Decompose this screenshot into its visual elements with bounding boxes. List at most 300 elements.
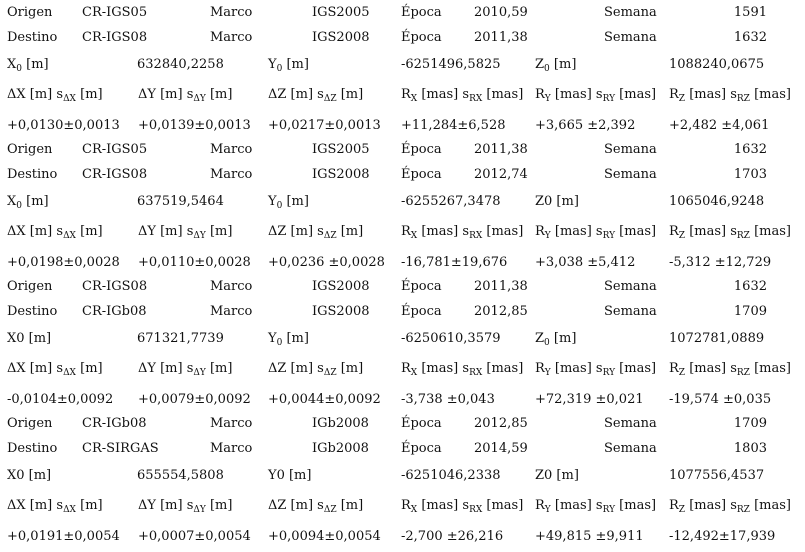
semana-label [604, 305, 657, 318]
marco-value [312, 168, 370, 181]
semana-label: Semana [604, 30, 657, 45]
dz-header [268, 361, 364, 378]
marco-value: IGS2008 [312, 304, 370, 319]
rx-value: -16,781±19,676 [401, 255, 508, 270]
z0-value: 1065046,9248 [669, 194, 765, 209]
z0-label-main: Z [535, 57, 545, 72]
rz-header-sub: Z [678, 505, 686, 515]
dz-value: +0,0236 ±0,0028 [268, 255, 385, 270]
semana-label: Semana [604, 304, 657, 319]
dx-header-unit: [m] [75, 498, 103, 513]
ry-header [535, 361, 657, 378]
epoca-value: 2011,38 [474, 279, 528, 294]
semana-label: Semana [604, 142, 657, 157]
x0-label-main: X0 [m] [7, 468, 52, 483]
epoca-value [474, 6, 528, 19]
epoca-label: Época [401, 416, 442, 431]
rz-header [669, 87, 791, 104]
origen-row [0, 417, 805, 439]
semana-label [604, 6, 657, 19]
coordinates-row [0, 195, 805, 217]
semana-value [690, 417, 767, 430]
rz-value [669, 393, 771, 406]
rx-header-unit: [mas] [482, 361, 524, 376]
y0-label [268, 57, 309, 74]
ry-header-sub: Y [544, 231, 551, 241]
origen-row [0, 143, 805, 165]
x0-label [7, 194, 49, 211]
semana-value [690, 6, 767, 19]
parameter-values-row [0, 256, 805, 278]
epoca-label [401, 280, 442, 293]
z0-label-main: Z0 [m] [535, 468, 579, 483]
marco-label: Marco [210, 142, 253, 157]
ry-header [535, 87, 657, 104]
dz-header-unit: [m] [336, 498, 364, 513]
dy-header-unit: [m] [205, 87, 233, 102]
x0-label [7, 57, 49, 74]
x0-value [137, 58, 224, 71]
ry-value [535, 393, 644, 406]
rz-header-sub2: RZ [736, 94, 750, 104]
parameter-values-row [0, 393, 805, 415]
rz-header-unit: [mas] [749, 224, 791, 239]
rz-header-sub2: RZ [736, 505, 750, 515]
destino-label: Destino [7, 30, 58, 45]
dz-header-main: ΔZ [m] s [268, 498, 324, 513]
rx-header-mid: [mas] s [417, 498, 470, 513]
marco-label [210, 280, 252, 293]
origen-label [7, 6, 52, 19]
epoca-value: 2012,74 [474, 167, 528, 182]
parameter-header-row [0, 225, 805, 247]
z0-label-main: Z0 [m] [535, 194, 579, 209]
dx-header-sub: ΔX [63, 368, 76, 378]
y0-value: -6250610,3579 [401, 331, 501, 346]
semana-value: 1709 [733, 304, 767, 319]
semana-value: 1632 [733, 279, 767, 294]
parameter-values-row [0, 530, 805, 552]
rx-header-sub: X [410, 231, 418, 241]
ry-header-mid: [mas] s [550, 87, 603, 102]
epoca-value: 2011,38 [474, 142, 528, 157]
rx-header-sub: X [410, 94, 418, 104]
dz-header [268, 87, 364, 104]
marco-value: IGS2005 [312, 5, 370, 20]
ry-header-sub2: RY [602, 368, 616, 378]
epoca-label: Época [401, 441, 442, 456]
marco-value [312, 305, 370, 318]
destino-label [7, 442, 57, 455]
x0-value: 671321,7739 [137, 331, 224, 346]
y0-value [401, 195, 501, 208]
dx-header [7, 498, 103, 515]
x0-value: 655554,5808 [137, 468, 224, 483]
marco-label: Marco [210, 441, 253, 456]
dx-value [7, 256, 120, 269]
dx-header-unit: [m] [75, 87, 103, 102]
ry-header-sub2: RY [602, 231, 616, 241]
rx-value [401, 119, 506, 132]
dy-value [138, 393, 251, 406]
x0-label [7, 332, 51, 345]
rx-header-mid: [mas] s [417, 224, 470, 239]
destino-row [0, 305, 805, 327]
dz-value: +0,0217±0,0013 [268, 118, 381, 133]
z0-value [669, 195, 764, 208]
rx-header-sub2: RX [469, 368, 483, 378]
rx-header [401, 498, 524, 515]
dz-header [268, 498, 364, 515]
dy-header-sub: ΔY [193, 368, 206, 378]
dy-value: +0,0007±0,0054 [138, 529, 251, 544]
dy-header-sub: ΔY [193, 231, 206, 241]
marco-value [312, 6, 370, 19]
rx-header-mid: [mas] s [417, 361, 470, 376]
dx-header-unit: [m] [75, 361, 103, 376]
y0-value [401, 58, 501, 71]
destino-label [7, 31, 57, 44]
rx-header-sub2: RX [469, 505, 483, 515]
epoca-label: Época [401, 304, 442, 319]
ry-header [535, 498, 657, 515]
destino-label: Destino [7, 441, 58, 456]
rx-value [401, 393, 495, 406]
rx-header-main: R [401, 361, 411, 376]
dx-value: +0,0191±0,0054 [7, 529, 120, 544]
ry-value [535, 530, 644, 543]
y0-value [401, 469, 501, 482]
dz-header [268, 224, 364, 241]
rz-header-main: R [669, 87, 679, 102]
frame-name [82, 168, 147, 181]
rz-header-sub2: RZ [736, 231, 750, 241]
epoca-label [401, 31, 442, 44]
dy-header [138, 361, 233, 378]
x0-value [137, 332, 224, 345]
frame-name [82, 442, 159, 455]
frame-name: CR-IGS08 [82, 279, 148, 294]
ry-header-unit: [mas] [615, 498, 657, 513]
rz-header-unit: [mas] [749, 498, 791, 513]
marco-value: IGS2008 [312, 167, 370, 182]
dy-header-unit: [m] [205, 224, 233, 239]
epoca-value [474, 442, 528, 455]
z0-label [535, 331, 577, 348]
dz-header-main: ΔZ [m] s [268, 87, 324, 102]
marco-label: Marco [210, 279, 253, 294]
epoca-label [401, 305, 442, 318]
rz-header [669, 224, 791, 241]
rz-header-main: R [669, 361, 679, 376]
x0-label [7, 469, 51, 482]
semana-label [604, 417, 657, 430]
rx-value: -3,738 ±0,043 [401, 392, 495, 407]
frame-name [82, 417, 147, 430]
rz-header-mid: [mas] s [685, 361, 737, 376]
semana-value [690, 442, 767, 455]
x0-label-unit: [m] [22, 57, 49, 72]
ry-header-sub2: RY [602, 505, 616, 515]
ry-value: +49,815 ±9,911 [535, 529, 644, 544]
epoca-value: 2014,59 [474, 441, 528, 456]
dz-value [268, 119, 381, 132]
dy-value [138, 256, 251, 269]
dy-value: +0,0139±0,0013 [138, 118, 251, 133]
z0-label-unit: [m] [549, 331, 577, 346]
semana-label: Semana [604, 167, 657, 182]
dz-header-main: ΔZ [m] s [268, 361, 324, 376]
rx-header-sub2: RX [469, 94, 483, 104]
dz-header-sub: ΔZ [323, 368, 337, 378]
dy-header-main: ΔY [m] s [138, 498, 194, 513]
epoca-value [474, 305, 528, 318]
destino-row [0, 442, 805, 464]
y0-label-unit: [m] [282, 194, 309, 209]
dz-header-main: ΔZ [m] s [268, 224, 324, 239]
ry-value: +3,665 ±2,392 [535, 118, 636, 133]
semana-value: 1709 [733, 416, 767, 431]
ry-header-sub: Y [544, 94, 551, 104]
coordinates-row [0, 469, 805, 491]
dx-header [7, 87, 103, 104]
ry-header-unit: [mas] [615, 87, 657, 102]
destino-label [7, 305, 57, 318]
dy-header [138, 498, 233, 515]
dx-header [7, 224, 103, 241]
dx-header-main: ΔX [m] s [7, 361, 64, 376]
marco-value [312, 417, 369, 430]
dx-value: -0,0104±0,0092 [7, 392, 114, 407]
rx-header-sub: X [410, 505, 418, 515]
y0-label-unit: [m] [282, 331, 309, 346]
rx-header-mid: [mas] s [417, 87, 470, 102]
marco-value: IGS2008 [312, 30, 370, 45]
frame-name: CR-IGb08 [82, 304, 147, 319]
epoca-label [401, 417, 442, 430]
destino-row [0, 31, 805, 53]
marco-value: IGS2008 [312, 279, 370, 294]
z0-value [669, 469, 764, 482]
marco-label [210, 305, 252, 318]
dz-header-unit: [m] [336, 87, 364, 102]
marco-value [312, 31, 370, 44]
semana-value: 1591 [733, 5, 767, 20]
ry-header-mid: [mas] s [550, 224, 603, 239]
rz-header-mid: [mas] s [685, 87, 737, 102]
epoca-label [401, 143, 442, 156]
dy-header-sub: ΔY [193, 505, 206, 515]
dx-header-sub: ΔX [63, 505, 76, 515]
dy-header-sub: ΔY [193, 94, 206, 104]
x0-label-sub: 0 [16, 201, 22, 211]
epoca-value: 2010,59 [474, 5, 528, 20]
marco-label: Marco [210, 416, 253, 431]
origen-label [7, 280, 52, 293]
marco-label [210, 31, 252, 44]
semana-value: 1632 [733, 30, 767, 45]
dx-header-main: ΔX [m] s [7, 224, 64, 239]
z0-label [535, 195, 579, 208]
frame-name: CR-IGb08 [82, 416, 147, 431]
dy-header-main: ΔY [m] s [138, 361, 194, 376]
semana-label: Semana [604, 416, 657, 431]
semana-value [690, 31, 767, 44]
rx-value [401, 530, 503, 543]
dy-header-unit: [m] [205, 498, 233, 513]
frame-name [82, 305, 147, 318]
destino-row [0, 168, 805, 190]
destino-label [7, 168, 57, 181]
rz-header [669, 361, 791, 378]
marco-value: IGb2008 [312, 441, 369, 456]
x0-label-main: X [7, 57, 17, 72]
rz-value: -5,312 ±12,729 [669, 255, 772, 270]
rx-header [401, 87, 524, 104]
dx-header [7, 361, 103, 378]
dz-value: +0,0044±0,0092 [268, 392, 381, 407]
semana-value [690, 168, 767, 181]
x0-label-main: X0 [m] [7, 331, 52, 346]
rz-header-sub: Z [678, 94, 686, 104]
z0-value: 1072781,0889 [669, 331, 765, 346]
z0-value: 1088240,0675 [669, 57, 765, 72]
x0-value [137, 469, 224, 482]
frame-name: CR-IGS05 [82, 142, 148, 157]
marco-label [210, 143, 252, 156]
parameter-values-row [0, 119, 805, 141]
rz-value: +2,482 ±4,061 [669, 118, 770, 133]
rx-header-main: R [401, 224, 411, 239]
y0-value [401, 332, 501, 345]
rx-header-sub: X [410, 368, 418, 378]
parameter-header-row [0, 88, 805, 110]
frame-name [82, 143, 147, 156]
rx-value: -2,700 ±26,216 [401, 529, 504, 544]
x0-label-sub: 0 [16, 64, 22, 74]
marco-label [210, 6, 252, 19]
semana-value [690, 143, 767, 156]
dx-header-main: ΔX [m] s [7, 498, 64, 513]
origen-label: Origen [7, 142, 53, 157]
x0-value [137, 195, 224, 208]
rz-header [669, 498, 791, 515]
epoca-value: 2011,38 [474, 30, 528, 45]
rx-header-main: R [401, 87, 411, 102]
parameter-header-row [0, 499, 805, 521]
epoca-label: Época [401, 30, 442, 45]
ry-header-main: R [535, 498, 545, 513]
y0-label-main: Y0 [m] [268, 468, 312, 483]
rz-value [669, 530, 775, 543]
dz-value [268, 530, 381, 543]
semana-value: 1632 [733, 142, 767, 157]
marco-value [312, 280, 370, 293]
y0-label-main: Y [268, 57, 277, 72]
dy-value: +0,0079±0,0092 [138, 392, 251, 407]
marco-label: Marco [210, 167, 253, 182]
dy-header-main: ΔY [m] s [138, 224, 194, 239]
dx-value [7, 530, 120, 543]
dz-header-sub: ΔZ [323, 94, 337, 104]
dy-header [138, 224, 233, 241]
epoca-value [474, 143, 528, 156]
frame-name: CR-SIRGAS [82, 441, 159, 456]
z0-label [535, 57, 577, 74]
marco-label [210, 168, 252, 181]
ry-header-unit: [mas] [615, 224, 657, 239]
rz-header-sub2: RZ [736, 368, 750, 378]
dz-header-unit: [m] [336, 361, 364, 376]
semana-value: 1803 [733, 441, 767, 456]
x0-value: 632840,2258 [137, 57, 224, 72]
ry-header-sub: Y [544, 368, 551, 378]
y0-value: -6255267,3478 [401, 194, 501, 209]
y0-label [268, 331, 309, 348]
semana-label [604, 31, 657, 44]
origen-label [7, 417, 52, 430]
rz-header-mid: [mas] s [685, 498, 737, 513]
origen-label: Origen [7, 416, 53, 431]
y0-label-sub: 0 [276, 64, 283, 74]
x0-value: 637519,5464 [137, 194, 224, 209]
ry-value [535, 256, 635, 269]
origen-label: Origen [7, 5, 53, 20]
epoca-value [474, 280, 528, 293]
dx-header-sub: ΔX [63, 231, 76, 241]
coordinates-row [0, 332, 805, 354]
rz-value: -12,492±17,939 [669, 529, 776, 544]
epoca-label [401, 6, 442, 19]
ry-header-sub2: RY [602, 94, 616, 104]
ry-value: +72,319 ±0,021 [535, 392, 644, 407]
y0-value: -6251496,5825 [401, 57, 501, 72]
marco-label [210, 442, 252, 455]
rx-value [401, 256, 507, 269]
semana-value: 1703 [733, 167, 767, 182]
ry-header-mid: [mas] s [550, 361, 603, 376]
y0-label-sub: 0 [276, 201, 283, 211]
semana-label: Semana [604, 279, 657, 294]
dx-header-unit: [m] [75, 224, 103, 239]
z0-label-sub: 0 [544, 338, 550, 348]
ry-header-unit: [mas] [615, 361, 657, 376]
x0-label-unit: [m] [22, 194, 49, 209]
dx-value [7, 393, 113, 406]
frame-name [82, 280, 147, 293]
frame-name: CR-IGS08 [82, 30, 148, 45]
y0-label-unit: [m] [282, 57, 309, 72]
dy-value: +0,0110±0,0028 [138, 255, 251, 270]
rz-header-sub: Z [678, 231, 686, 241]
rz-value [669, 256, 771, 269]
z0-label-unit: [m] [549, 57, 577, 72]
dx-value: +0,0198±0,0028 [7, 255, 120, 270]
dz-value [268, 393, 381, 406]
dx-header-sub: ΔX [63, 94, 76, 104]
z0-label-main: Z [535, 331, 545, 346]
ry-header-main: R [535, 224, 545, 239]
rz-header-mid: [mas] s [685, 224, 737, 239]
marco-label: Marco [210, 304, 253, 319]
y0-label-main: Y [268, 194, 277, 209]
semana-value [690, 280, 767, 293]
epoca-value: 2012,85 [474, 304, 528, 319]
semana-label [604, 442, 657, 455]
rx-value: +11,284±6,528 [401, 118, 506, 133]
rx-header [401, 224, 524, 241]
rz-value [669, 119, 769, 132]
